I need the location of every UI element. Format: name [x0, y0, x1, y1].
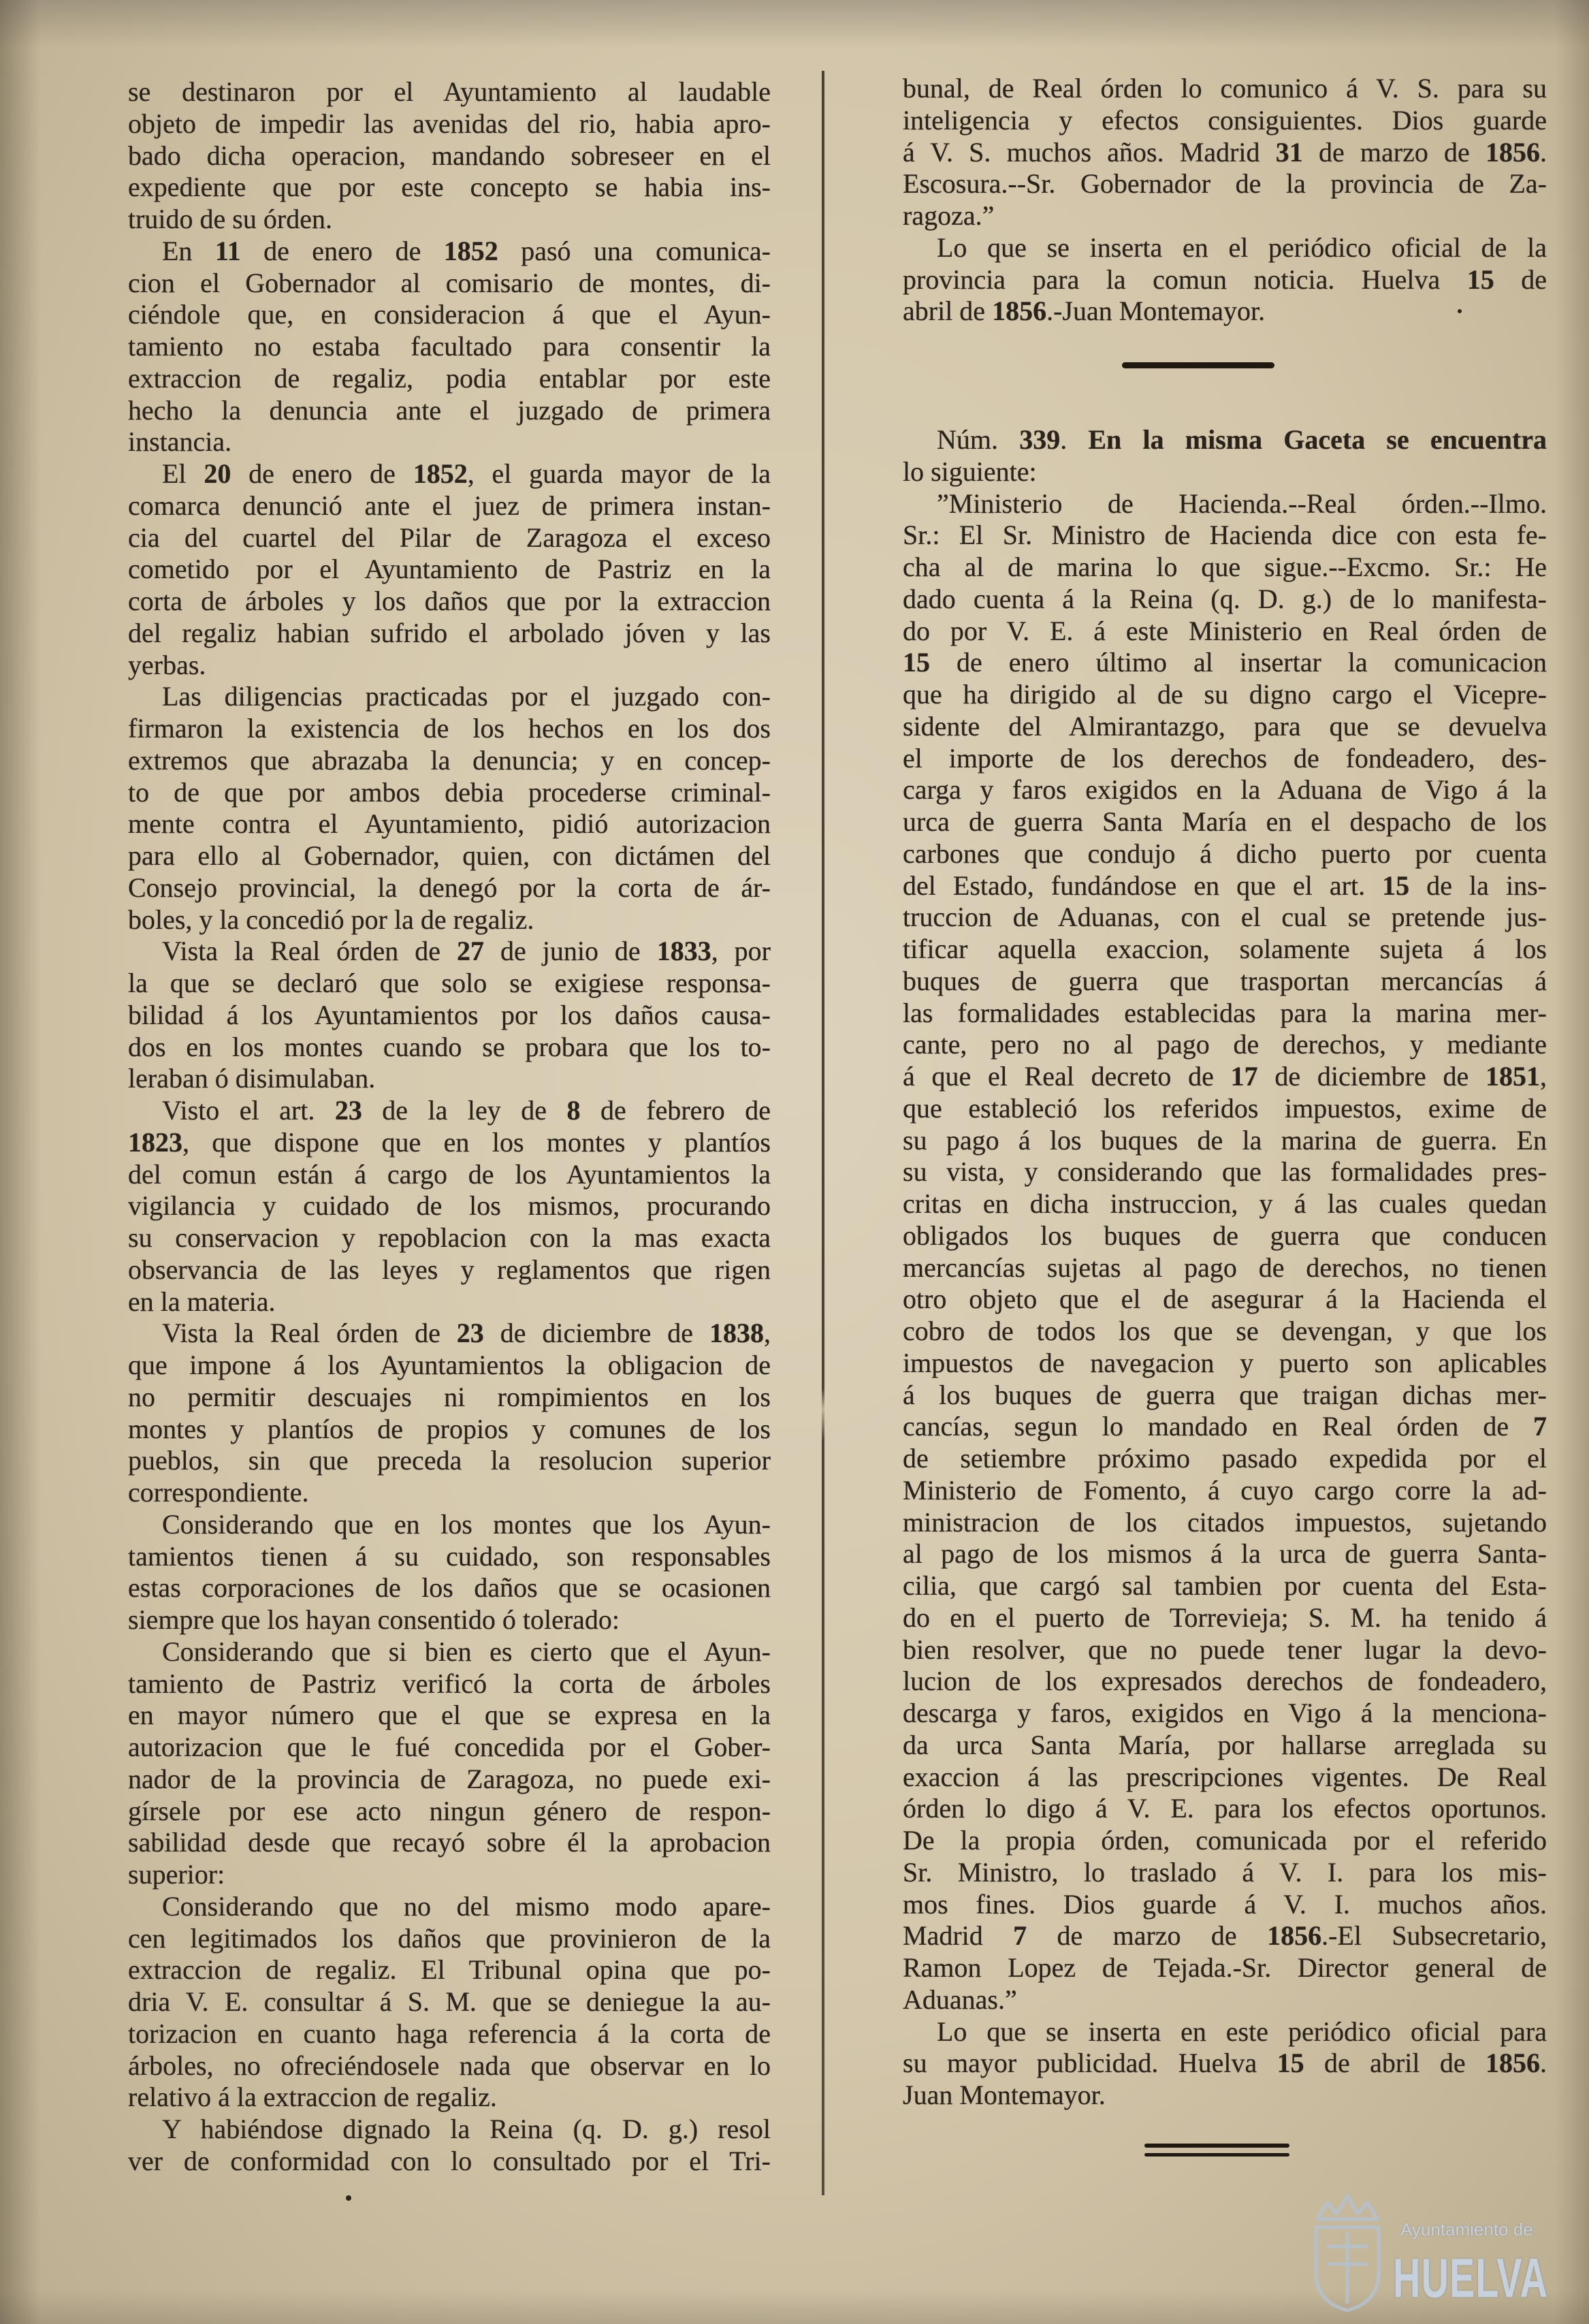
- text-run: provincia para la comun noticia. Huelva: [903, 264, 1467, 295]
- text-line: [903, 1920, 1547, 1952]
- text-line: cilia, que cargó sal tambien por cuenta del Esta-: [903, 1570, 1547, 1601]
- text-line: se destinaron por el Ayuntamiento al laudable: [128, 76, 771, 107]
- text-line: dos en los montes cuando se probara que los to-: [128, 1031, 771, 1062]
- text-line: ver de conformidad con lo consultado por el Tri-: [128, 2145, 771, 2176]
- right-column-top-section: [903, 73, 1547, 328]
- paragraph: [128, 2114, 771, 2178]
- text-run: de la ley de: [362, 1095, 567, 1126]
- text-run: de enero de: [231, 458, 413, 489]
- text-line: del comun están á cargo de los Ayuntamientos la: [128, 1158, 771, 1190]
- text-run: .-Juan Montemayor.: [1046, 296, 1266, 327]
- bold-text-run: 31: [1275, 136, 1303, 168]
- city-crest-icon: [1308, 2191, 1387, 2313]
- bold-text-run: 7: [1013, 1920, 1027, 1952]
- text-line: extraccion de regaliz, podia entablar por este: [128, 362, 771, 394]
- text-line: boles, y la concedió por la de regaliz.: [128, 904, 534, 935]
- text-line: carga y faros exigidos en la Aduana de Vigo á la: [903, 774, 1547, 806]
- text-line: [903, 1061, 1547, 1093]
- text-line: otro objeto que el de asegurar á la Hacienda el: [903, 1284, 1547, 1315]
- text-line: cha al de marina lo que sigue.--Excmo. Sr.: He: [903, 552, 1547, 582]
- text-line: [903, 137, 1547, 169]
- paragraph: [903, 488, 1547, 2016]
- text-line: del regaliz habian sufrido el arbolado jóven y las: [128, 617, 771, 648]
- bold-text-run: 17: [1230, 1061, 1258, 1092]
- text-line: su pago á los buques de la marina de guerra. En: [903, 1124, 1547, 1156]
- text-run: de marzo de: [1027, 1920, 1268, 1952]
- text-run: , que dispone que en los montes y plantíos: [182, 1126, 771, 1158]
- text-line: órden lo digo á V. E. para los efectos oportunos.: [903, 1793, 1547, 1824]
- text-line: gírsele por ese acto ningun género de respon-: [128, 1795, 771, 1826]
- text-line: ciéndole que, en consideracion á que el Ayun-: [128, 299, 771, 330]
- text-line: su vista, y considerando que las formalidades pres-: [903, 1156, 1547, 1188]
- text-line: sidente del Almirantazgo, para que se devuelva: [903, 710, 1547, 742]
- text-line: para ello al Gobernador, quien, con dictámen del: [128, 840, 771, 871]
- text-run: de diciembre de: [483, 1318, 710, 1349]
- text-line: critas en dicha instruccion, y á las cuales quedan: [903, 1188, 1547, 1219]
- text-line: bunal, de Real órden lo comunico á V. S. para su: [903, 73, 1547, 104]
- text-line: mercancías sujetas al pago de derechos, no tienen: [903, 1252, 1547, 1283]
- text-run: del Estado, fundándose en que el art.: [903, 870, 1383, 901]
- text-line: cobro de todos los que se devengan, y que los: [903, 1316, 1547, 1346]
- text-line: [128, 936, 771, 968]
- text-line: [903, 424, 1547, 456]
- text-line: Consejo provincial, la denegó por la corta de ár-: [128, 872, 771, 903]
- text-line: buques de guerra que trasportan mercancías á: [903, 965, 1547, 996]
- text-line: extraccion de regaliz. El Tribunal opina que po-: [128, 1954, 771, 1986]
- text-line: Aduanas.”: [903, 1984, 1017, 2015]
- text-line: observancia de las leyes y reglamentos que rigen: [128, 1254, 771, 1285]
- text-line: Lo que se inserta en este periódico oficial para: [937, 2016, 1547, 2047]
- text-line: Sr.: El Sr. Ministro de Hacienda dice con esta fe-: [903, 520, 1547, 551]
- text-run: á que el Real decreto de: [903, 1061, 1231, 1092]
- text-line: [128, 458, 771, 490]
- text-line: superior:: [128, 1859, 225, 1890]
- bold-text-run: 15: [1277, 2048, 1304, 2079]
- column-divider: [822, 71, 824, 2195]
- bold-text-run: 23: [456, 1318, 484, 1349]
- bold-text-run: 11: [214, 235, 241, 266]
- left-column: [128, 76, 771, 2178]
- bold-text-run: 1852: [413, 458, 468, 489]
- text-line: autorizacion que le fué concedida por el Gober-: [128, 1732, 771, 1762]
- text-line: da urca Santa María, por hallarse arreglada su: [903, 1729, 1547, 1760]
- text-line: correspondiente.: [128, 1477, 309, 1508]
- text-line: truccion de Aduanas, con el cual se pretende jus-: [903, 902, 1547, 933]
- text-run: pasó una comunica-: [498, 235, 771, 266]
- text-line: [903, 264, 1547, 296]
- bold-text-run: 15: [1382, 870, 1410, 901]
- paragraph: [903, 424, 1547, 488]
- text-line: leraban ó disimulaban.: [128, 1063, 376, 1094]
- text-line: cia del cuartel del Pilar de Zaragoza el exceso: [128, 522, 771, 553]
- paragraph: [128, 236, 771, 458]
- paragraph: [128, 76, 771, 236]
- text-line: obligados los buques de guerra que conducen: [903, 1220, 1547, 1251]
- text-run: , por: [711, 936, 771, 967]
- watermark-line-2: HUELVA: [1393, 2246, 1548, 2309]
- bold-text-run: 7: [1533, 1411, 1547, 1442]
- text-line: á los buques de guerra que traigan dichas mer-: [903, 1379, 1547, 1410]
- text-line: carbones que condujo á dicho puerto por cuenta: [903, 838, 1547, 869]
- text-line: comarca denunció ante el juez de primera instan-: [128, 490, 771, 521]
- text-line: que ha dirigido al de su digno cargo el Vicepre-: [903, 679, 1547, 710]
- text-line: expediente que por este concepto se habia ins-: [128, 172, 771, 203]
- text-line: instancia.: [128, 426, 232, 458]
- paragraph: [128, 1636, 771, 1891]
- text-line: do en el puerto de Torrevieja; S. M. ha tenido á: [903, 1602, 1547, 1633]
- text-line: torizacion en cuanto haga referencia á la corta de: [128, 2018, 771, 2049]
- text-run: Núm.: [937, 424, 1020, 455]
- bold-text-run: 1851: [1486, 1061, 1540, 1092]
- text-run: á V. S. muchos años. Madrid: [903, 136, 1276, 168]
- bold-text-run: 1856: [992, 296, 1047, 327]
- bold-text-run: En la misma Gaceta se encuentra: [1088, 424, 1547, 455]
- text-run: .-El Subsecretario,: [1321, 1920, 1547, 1952]
- text-line: exaccion á las prescripciones vigentes. De Real: [903, 1761, 1547, 1792]
- text-run: cancías, segun lo mandado en Real órden de: [903, 1411, 1533, 1442]
- text-line: impuestos de navegacion y puerto son aplicables: [903, 1347, 1547, 1378]
- text-run: ,: [764, 1318, 771, 1349]
- text-line: las formalidades establecidas para la marina mer-: [903, 997, 1547, 1028]
- text-line: el importe de los derechos de fondeadero, des-: [903, 742, 1547, 774]
- text-line: tificar aquella exaccion, solamente sujeta á los: [903, 934, 1547, 964]
- text-line: no permitir descuajes ni rompimientos en los: [128, 1381, 771, 1412]
- text-line: [128, 1095, 771, 1127]
- text-line: lo siguiente:: [903, 456, 1037, 487]
- bold-text-run: 15: [903, 647, 930, 678]
- text-line: su conservacion y repoblacion con la mas exacta: [128, 1222, 771, 1253]
- text-line: dria V. E. consultar á S. M. que se deniegue la au-: [128, 1986, 771, 2017]
- text-run: de: [1494, 264, 1547, 295]
- text-run: ,: [1540, 1061, 1547, 1092]
- ink-speck: [346, 2195, 351, 2201]
- paragraph: [903, 2016, 1547, 2112]
- bold-text-run: 27: [456, 936, 484, 967]
- watermark: [1304, 2189, 1556, 2315]
- text-line: bilidad á los Ayuntamientos por los daños causa-: [128, 999, 771, 1030]
- text-line: cometido por el Ayuntamiento de Pastriz en la: [128, 554, 771, 585]
- text-line: hecho la denuncia ante el juzgado de primera: [128, 394, 771, 426]
- text-line: pueblos, sin que preceda la resolucion superior: [128, 1445, 771, 1476]
- text-line: [128, 236, 771, 268]
- text-line: Sr. Ministro, lo traslado á V. I. para los mis-: [903, 1856, 1547, 1888]
- text-line: Considerando que si bien es cierto que el Ayun-: [162, 1636, 771, 1667]
- text-line: [903, 870, 1547, 902]
- text-line: extremos que abrazaba la denuncia; y en concep-: [128, 744, 771, 776]
- text-line: [903, 1411, 1547, 1443]
- bold-text-run: 1833: [656, 936, 711, 967]
- text-line: al pago de los mismos á la urca de guerra Santa-: [903, 1538, 1547, 1570]
- bold-text-run: 1856: [1486, 2048, 1541, 2079]
- text-run: su mayor publicidad. Huelva: [903, 2048, 1277, 2079]
- text-line: yerbas.: [128, 649, 206, 680]
- text-line: cen legitimados los daños que provinieron de la: [128, 1922, 771, 1954]
- text-line: Juan Montemayor.: [903, 2080, 1106, 2110]
- bold-text-run: 1838: [709, 1318, 765, 1349]
- bold-text-run: 20: [204, 458, 231, 489]
- section-separator-rule: [1122, 362, 1274, 368]
- text-run: Vista la Real órden de: [162, 1318, 457, 1349]
- text-line: urca de guerra Santa María en el despacho de los: [903, 806, 1547, 837]
- text-run: Madrid: [903, 1920, 1014, 1952]
- text-run: de diciembre de: [1257, 1061, 1486, 1092]
- text-line: [903, 296, 1547, 328]
- bold-text-run: 1852: [443, 235, 498, 266]
- text-run: .: [1540, 136, 1547, 168]
- bold-text-run: 1823: [128, 1126, 182, 1158]
- text-line: cante, pero no al pago de derechos, y mediante: [903, 1029, 1547, 1060]
- text-line: dado cuenta á la Reina (q. D. g.) de lo manifesta-: [903, 583, 1547, 614]
- text-run: .: [1540, 2048, 1547, 2079]
- paragraph: [903, 232, 1547, 328]
- text-run: , el guarda mayor de la: [467, 458, 771, 489]
- ink-speck: [1458, 309, 1462, 313]
- paragraph: [128, 681, 771, 936]
- text-line: que impone á los Ayuntamientos la obligacion de: [128, 1350, 771, 1380]
- text-line: Considerando que no del mismo modo apare-: [162, 1890, 771, 1922]
- paragraph: [903, 73, 1547, 232]
- text-line: [128, 1127, 771, 1159]
- text-line: inteligencia y efectos consiguientes. Dios guarde: [903, 104, 1547, 136]
- text-line: ministracion de los citados impuestos, sujetando: [903, 1506, 1547, 1538]
- bold-text-run: 1856: [1267, 1920, 1322, 1952]
- text-line: Lo que se inserta en el periódico oficial de la: [937, 232, 1547, 263]
- text-line: árboles, no ofreciéndosele nada que observar en lo: [128, 2050, 771, 2081]
- text-line: Y habiéndose dignado la Reina (q. D. g.) resol: [162, 2114, 771, 2144]
- text-line: Las diligencias practicadas por el juzgado con-: [162, 681, 771, 712]
- text-line: cion el Gobernador al comisario de montes, di-: [128, 267, 771, 298]
- end-rule-thin: [1144, 2153, 1289, 2156]
- text-line: Escosura.--Sr. Gobernador de la provincia de Za-: [903, 168, 1547, 200]
- bold-text-run: 339: [1019, 424, 1061, 455]
- text-line: estas corporaciones de los daños que se ocasionen: [128, 1572, 771, 1604]
- paragraph: [128, 458, 771, 681]
- text-line: tamientos tienen á su cuidado, son responsables: [128, 1540, 771, 1572]
- text-run: El: [162, 458, 204, 489]
- paragraph: [128, 1891, 771, 2114]
- text-run: de marzo de: [1302, 136, 1486, 168]
- text-run: de enero último al insertar la comunicacion: [930, 647, 1547, 678]
- text-line: nador de la provincia de Zaragoza, no puede exi-: [128, 1763, 771, 1794]
- text-line: [128, 1318, 771, 1350]
- text-line: bien resolver, que no puede tener lugar la devo-: [903, 1634, 1547, 1665]
- text-line: firmaron la existencia de los hechos en los dos: [128, 713, 771, 744]
- text-line: en mayor número que el que se expresa en la: [128, 1700, 771, 1731]
- paragraph: [128, 936, 771, 1095]
- text-line: mos fines. Dios guarde á V. I. muchos años.: [903, 1888, 1547, 1920]
- text-line: [903, 647, 1547, 679]
- text-line: corta de árboles y los daños que por la extraccion: [128, 586, 771, 616]
- text-line: tamiento no estaba facultado para consentir la: [128, 331, 771, 362]
- paragraph: [128, 1318, 771, 1509]
- text-line: montes y plantíos de propios y comunes de los: [128, 1413, 771, 1444]
- text-line: relativo á la extraccion de regaliz.: [128, 2082, 497, 2113]
- text-line: en la materia.: [128, 1286, 276, 1317]
- end-rule-thick: [1144, 2144, 1289, 2148]
- paragraph: [128, 1095, 771, 1318]
- text-line: de setiembre próximo pasado expedida por el: [903, 1443, 1547, 1474]
- text-line: [903, 2048, 1547, 2080]
- text-line: que estableció los referidos impuestos, exime de: [903, 1092, 1547, 1124]
- text-line: tamiento de Pastriz verificó la corta de árboles: [128, 1668, 771, 1699]
- text-line: vigilancia y cuidado de los mismos, procurando: [128, 1190, 771, 1222]
- text-line: sabilidad desde que recayó sobre él la aprobacion: [128, 1827, 771, 1858]
- text-run: .: [1060, 424, 1089, 455]
- bold-text-run: 23: [334, 1095, 362, 1126]
- right-column-bottom-section: [903, 424, 1547, 2112]
- text-line: la que se declaró que solo se exigiese responsa-: [128, 968, 771, 998]
- text-line: to de que por ambos debia procederse criminal-: [128, 776, 771, 808]
- text-run: Visto el art.: [162, 1095, 335, 1126]
- text-line: Ministerio de Fomento, á cuyo cargo corre la ad-: [903, 1474, 1547, 1506]
- text-line: do por V. E. á este Ministerio en Real órden de: [903, 615, 1547, 646]
- paragraph: [128, 1509, 771, 1636]
- bold-text-run: 1856: [1486, 136, 1540, 168]
- text-line: descarga y faros, exigidos en Vigo á la menciona-: [903, 1698, 1547, 1728]
- text-line: bado dicha operacion, mandando sobreseer en el: [128, 140, 771, 171]
- bold-text-run: 8: [566, 1095, 581, 1126]
- text-line: siempre que los hayan consentido ó tolerado:: [128, 1604, 620, 1635]
- text-line: objeto de impedir las avenidas del rio, habia apro-: [128, 108, 771, 139]
- text-run: abril de: [903, 296, 993, 327]
- text-line: ragoza.”: [903, 200, 995, 231]
- text-run: En: [162, 235, 215, 266]
- text-line: De la propia órden, comunicada por el referido: [903, 1825, 1547, 1856]
- text-run: Vista la Real órden de: [162, 936, 457, 967]
- text-line: truido de su órden.: [128, 204, 332, 234]
- bold-text-run: 15: [1466, 264, 1494, 295]
- watermark-line-1: Ayuntamiento de: [1400, 2219, 1533, 2240]
- text-line: Considerando que en los montes que los Ayun-: [162, 1508, 771, 1540]
- text-run: de abril de: [1304, 2048, 1486, 2079]
- text-line: lucion de los expresados derechos de fondeadero,: [903, 1666, 1547, 1697]
- text-line: mente contra el Ayuntamiento, pidió autorizacion: [128, 808, 771, 840]
- text-line: ”Ministerio de Hacienda.--Real órden.--Ilmo.: [937, 488, 1547, 519]
- text-run: de enero de: [240, 235, 444, 266]
- text-run: de junio de: [483, 936, 657, 967]
- text-line: Ramon Lopez de Tejada.-Sr. Director general de: [903, 1952, 1547, 1983]
- text-run: de la ins-: [1409, 870, 1547, 901]
- text-run: de febrero de: [580, 1095, 771, 1126]
